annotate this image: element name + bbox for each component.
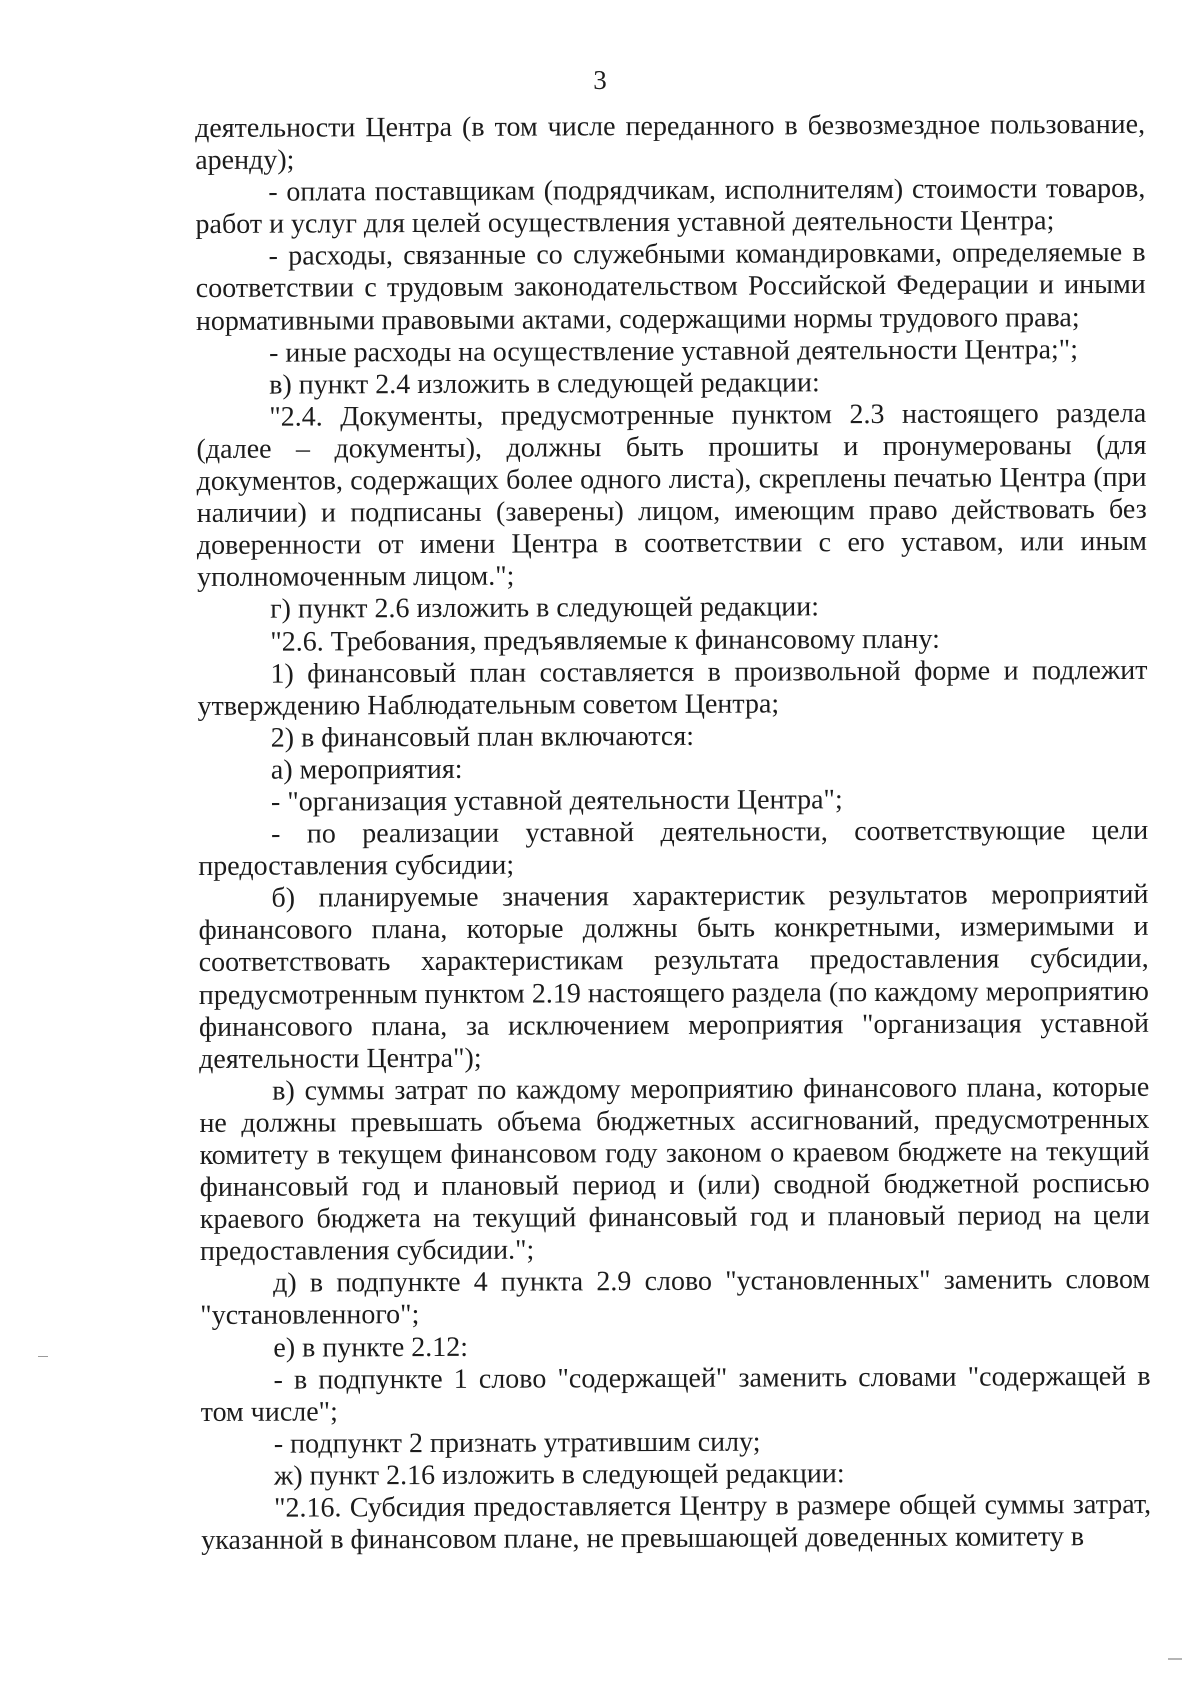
paragraph: - в подпункте 1 слово "содержащей" заменить словами "содержащей в том числе"; xyxy=(200,1360,1151,1428)
paragraph: а) мероприятия: xyxy=(270,753,463,786)
paragraph: "2.16. Субсидия предоставляется Центру в размере общей суммы затрат, указанной в финансовом плане, не превышающей доведенных комитету в xyxy=(201,1488,1152,1557)
paragraph: б) планируемые значения характеристик результатов мероприятий финансового плана, которые должны быть конкретными, измеримыми и соответствовать характеристикам результата предоставления субсидии, предусмотренным пунктом 2.19 настоящего раздела (по каждому мероприятию финансового плана, за исключением мероприятия "организация уставной деятельности Центра"); xyxy=(198,879,1150,1075)
paragraph: - расходы, связанные со служебными командировками, определяемые в соответствии с трудовым законодательством Российской Федерации и иными нормативными правовыми актами, содержащими нормы трудового права; xyxy=(195,237,1146,337)
page-number: 3 xyxy=(593,65,607,95)
paragraph: д) в подпункте 4 пункта 2.9 слово "установленных" заменить словом "установленного"; xyxy=(200,1264,1151,1332)
paragraph: - иные расходы на осуществление уставной деятельности Центра;"; xyxy=(268,333,1079,369)
paragraph: - по реализации уставной деятельности, соответствующие цели предоставления субсидии; xyxy=(198,814,1149,883)
document-body xyxy=(195,109,1151,1557)
paragraph: в) суммы затрат по каждому мероприятию финансового плана, которые не должны превышать объема бюджетных ассигнований, предусмотренных комитету в текущем финансовом году законом о краевом бюджете на текущий финансовый год и плановый период и (или) сводной бюджетной росписью краевого бюджета на текущий финансовый год и плановый период на цели предоставления субсидии."; xyxy=(199,1071,1150,1268)
paragraph: 1) финансовый план составляется в произвольной форме и подлежит утверждению Наблюдательным советом Центра; xyxy=(197,654,1148,722)
paragraph: 2) в финансовый план включаются: xyxy=(270,720,695,754)
paragraph: деятельности Центра (в том числе переданного в безвозмездное пользование, аренду); xyxy=(195,108,1146,177)
paragraph: ж) пункт 2.16 изложить в следующей редакции: xyxy=(273,1458,845,1492)
paragraph: в) пункт 2.4 изложить в следующей редакции: xyxy=(269,367,820,401)
paragraph: - подпункт 2 признать утратившим силу; xyxy=(273,1426,761,1460)
scan-edge-mark xyxy=(1168,1658,1182,1660)
paragraph: "2.6. Требования, предъявляемые к финансовому плану: xyxy=(270,623,940,658)
scan-margin-mark xyxy=(38,1356,48,1357)
paragraph: г) пункт 2.6 изложить в следующей редакции: xyxy=(270,591,820,626)
paragraph: е) в пункте 2.12: xyxy=(273,1331,469,1364)
paragraph: - оплата поставщикам (подрядчикам, исполнителям) стоимости товаров, работ и услуг для целей осуществления уставной деятельности Центра; xyxy=(195,173,1146,241)
paragraph: - "организация уставной деятельности Центра"; xyxy=(270,784,843,818)
paragraph: "2.4. Документы, предусмотренные пунктом 2.3 настоящего раздела (далее – документы), должны быть прошиты и пронумерованы (для документов, содержащих более одного листа), скреплены печатью Центра (при наличии) и подписаны (заверены) лицом, имеющим право действовать без доверенности от имени Центра в соответствии с его уставом, или иным уполномоченным лицом."; xyxy=(196,397,1147,594)
